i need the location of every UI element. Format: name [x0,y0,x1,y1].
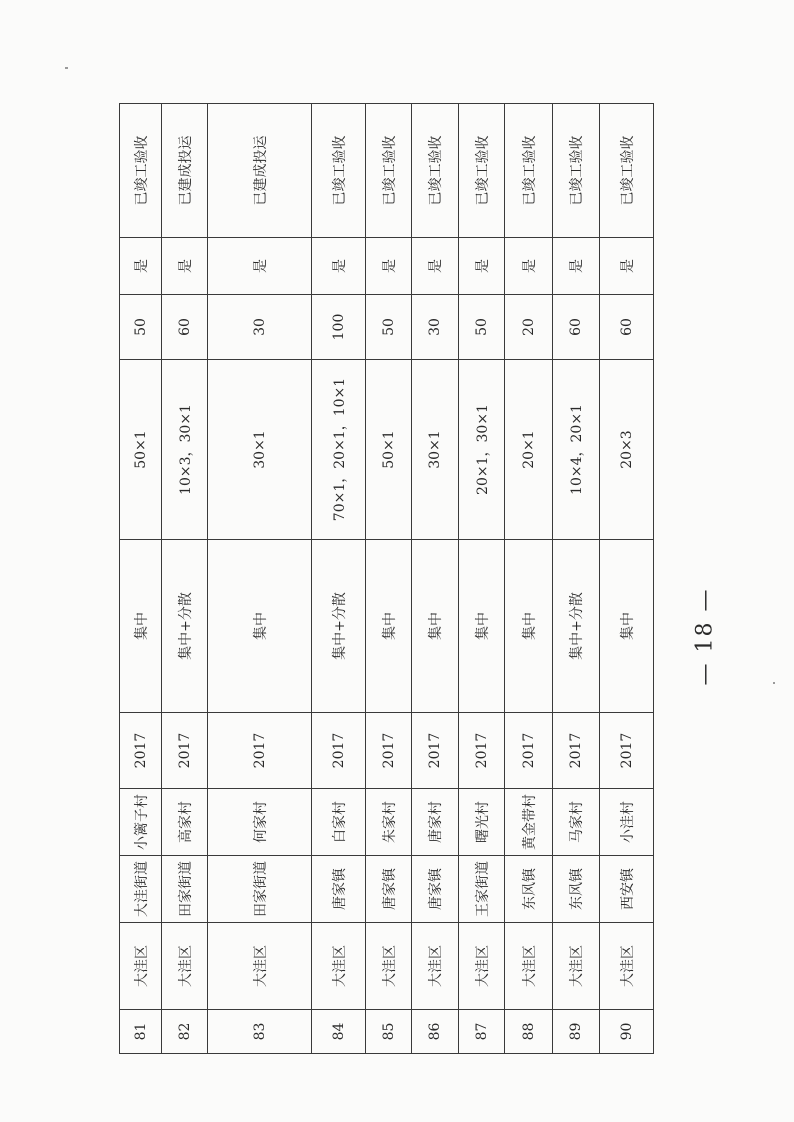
cell-no: 83 [208,1010,312,1054]
cell-year: 2017 [459,713,505,789]
cell-year: 2017 [553,713,600,789]
table-row [412,104,459,1054]
cell-no: 89 [553,1010,600,1054]
cell-mode: 集中 [412,540,459,713]
cell-year: 2017 [412,713,459,789]
cell-district: 大洼区 [120,923,162,1010]
cell-town: 田家街道 [208,856,312,923]
cell-district: 大洼区 [412,923,459,1010]
cell-town: 唐家镇 [412,856,459,923]
cell-no: 84 [312,1010,366,1054]
cell-year: 2017 [162,713,208,789]
table-row [600,104,654,1054]
project-table [119,103,654,1054]
cell-year: 2017 [312,713,366,789]
cell-village: 小篱子村 [120,789,162,856]
cell-scale: 70×1，20×1，10×1 [312,360,366,540]
cell-flag: 是 [162,238,208,295]
cell-no: 86 [412,1010,459,1054]
cell-mode: 集中 [366,540,412,713]
cell-status: 已竣工验收 [600,104,654,238]
cell-no: 85 [366,1010,412,1054]
cell-scale: 30×1 [208,360,312,540]
cell-district: 大洼区 [459,923,505,1010]
cell-status: 已建成投运 [208,104,312,238]
table-row [459,104,505,1054]
scan-speck [65,67,68,69]
cell-mode: 集中 [208,540,312,713]
cell-village: 白家村 [312,789,366,856]
cell-village: 朱家村 [366,789,412,856]
cell-flag: 是 [459,238,505,295]
cell-mode: 集中 [120,540,162,713]
cell-flag: 是 [366,238,412,295]
cell-scale: 50×1 [366,360,412,540]
cell-village: 黄金带村 [505,789,553,856]
cell-scale: 10×3，30×1 [162,360,208,540]
cell-no: 82 [162,1010,208,1054]
cell-year: 2017 [208,713,312,789]
cell-status: 已竣工验收 [120,104,162,238]
cell-status: 已竣工验收 [412,104,459,238]
page-number [685,586,725,686]
cell-no: 90 [600,1010,654,1054]
cell-no: 87 [459,1010,505,1054]
rotated-table-wrapper [119,104,653,1054]
cell-status: 已竣工验收 [553,104,600,238]
cell-flag: 是 [312,238,366,295]
cell-scale: 20×1，30×1 [459,360,505,540]
cell-town: 唐家镇 [366,856,412,923]
cell-district: 大洼区 [312,923,366,1010]
cell-town: 王家街道 [459,856,505,923]
cell-status: 已竣工验收 [505,104,553,238]
cell-district: 大洼区 [505,923,553,1010]
table-row [553,104,600,1054]
cell-village: 曙光村 [459,789,505,856]
cell-scale: 20×3 [600,360,654,540]
cell-flag: 是 [120,238,162,295]
cell-capacity: 20 [505,295,553,360]
page-number-text: — 18 — [692,587,718,685]
table-row [312,104,366,1054]
cell-town: 田家街道 [162,856,208,923]
cell-town: 东风镇 [505,856,553,923]
cell-scale: 20×1 [505,360,553,540]
cell-mode: 集中+分散 [553,540,600,713]
cell-status: 已竣工验收 [366,104,412,238]
cell-village: 高家村 [162,789,208,856]
table-row [366,104,412,1054]
cell-year: 2017 [600,713,654,789]
cell-village: 何家村 [208,789,312,856]
table-row [120,104,162,1054]
cell-capacity: 60 [553,295,600,360]
cell-village: 小洼村 [600,789,654,856]
cell-district: 大洼区 [162,923,208,1010]
cell-mode: 集中+分散 [162,540,208,713]
table-row [208,104,312,1054]
cell-flag: 是 [553,238,600,295]
cell-district: 大洼区 [553,923,600,1010]
cell-year: 2017 [505,713,553,789]
cell-status: 已竣工验收 [312,104,366,238]
cell-town: 大洼街道 [120,856,162,923]
cell-flag: 是 [412,238,459,295]
cell-scale: 30×1 [412,360,459,540]
cell-mode: 集中 [600,540,654,713]
cell-capacity: 100 [312,295,366,360]
cell-flag: 是 [600,238,654,295]
cell-no: 81 [120,1010,162,1054]
cell-capacity: 50 [459,295,505,360]
cell-no: 88 [505,1010,553,1054]
cell-mode: 集中 [459,540,505,713]
cell-flag: 是 [505,238,553,295]
cell-district: 大洼区 [366,923,412,1010]
scan-speck [773,682,775,684]
cell-mode: 集中 [505,540,553,713]
cell-town: 西安镇 [600,856,654,923]
cell-district: 大洼区 [208,923,312,1010]
cell-capacity: 60 [600,295,654,360]
cell-year: 2017 [366,713,412,789]
cell-capacity: 30 [208,295,312,360]
cell-village: 马家村 [553,789,600,856]
cell-capacity: 60 [162,295,208,360]
table-row [162,104,208,1054]
table-row [505,104,553,1054]
cell-scale: 10×4，20×1 [553,360,600,540]
cell-year: 2017 [120,713,162,789]
cell-town: 东风镇 [553,856,600,923]
cell-scale: 50×1 [120,360,162,540]
cell-district: 大洼区 [600,923,654,1010]
cell-capacity: 50 [366,295,412,360]
cell-flag: 是 [208,238,312,295]
cell-status: 已建成投运 [162,104,208,238]
cell-village: 唐家村 [412,789,459,856]
cell-capacity: 30 [412,295,459,360]
cell-status: 已竣工验收 [459,104,505,238]
cell-mode: 集中+分散 [312,540,366,713]
cell-town: 唐家镇 [312,856,366,923]
cell-capacity: 50 [120,295,162,360]
